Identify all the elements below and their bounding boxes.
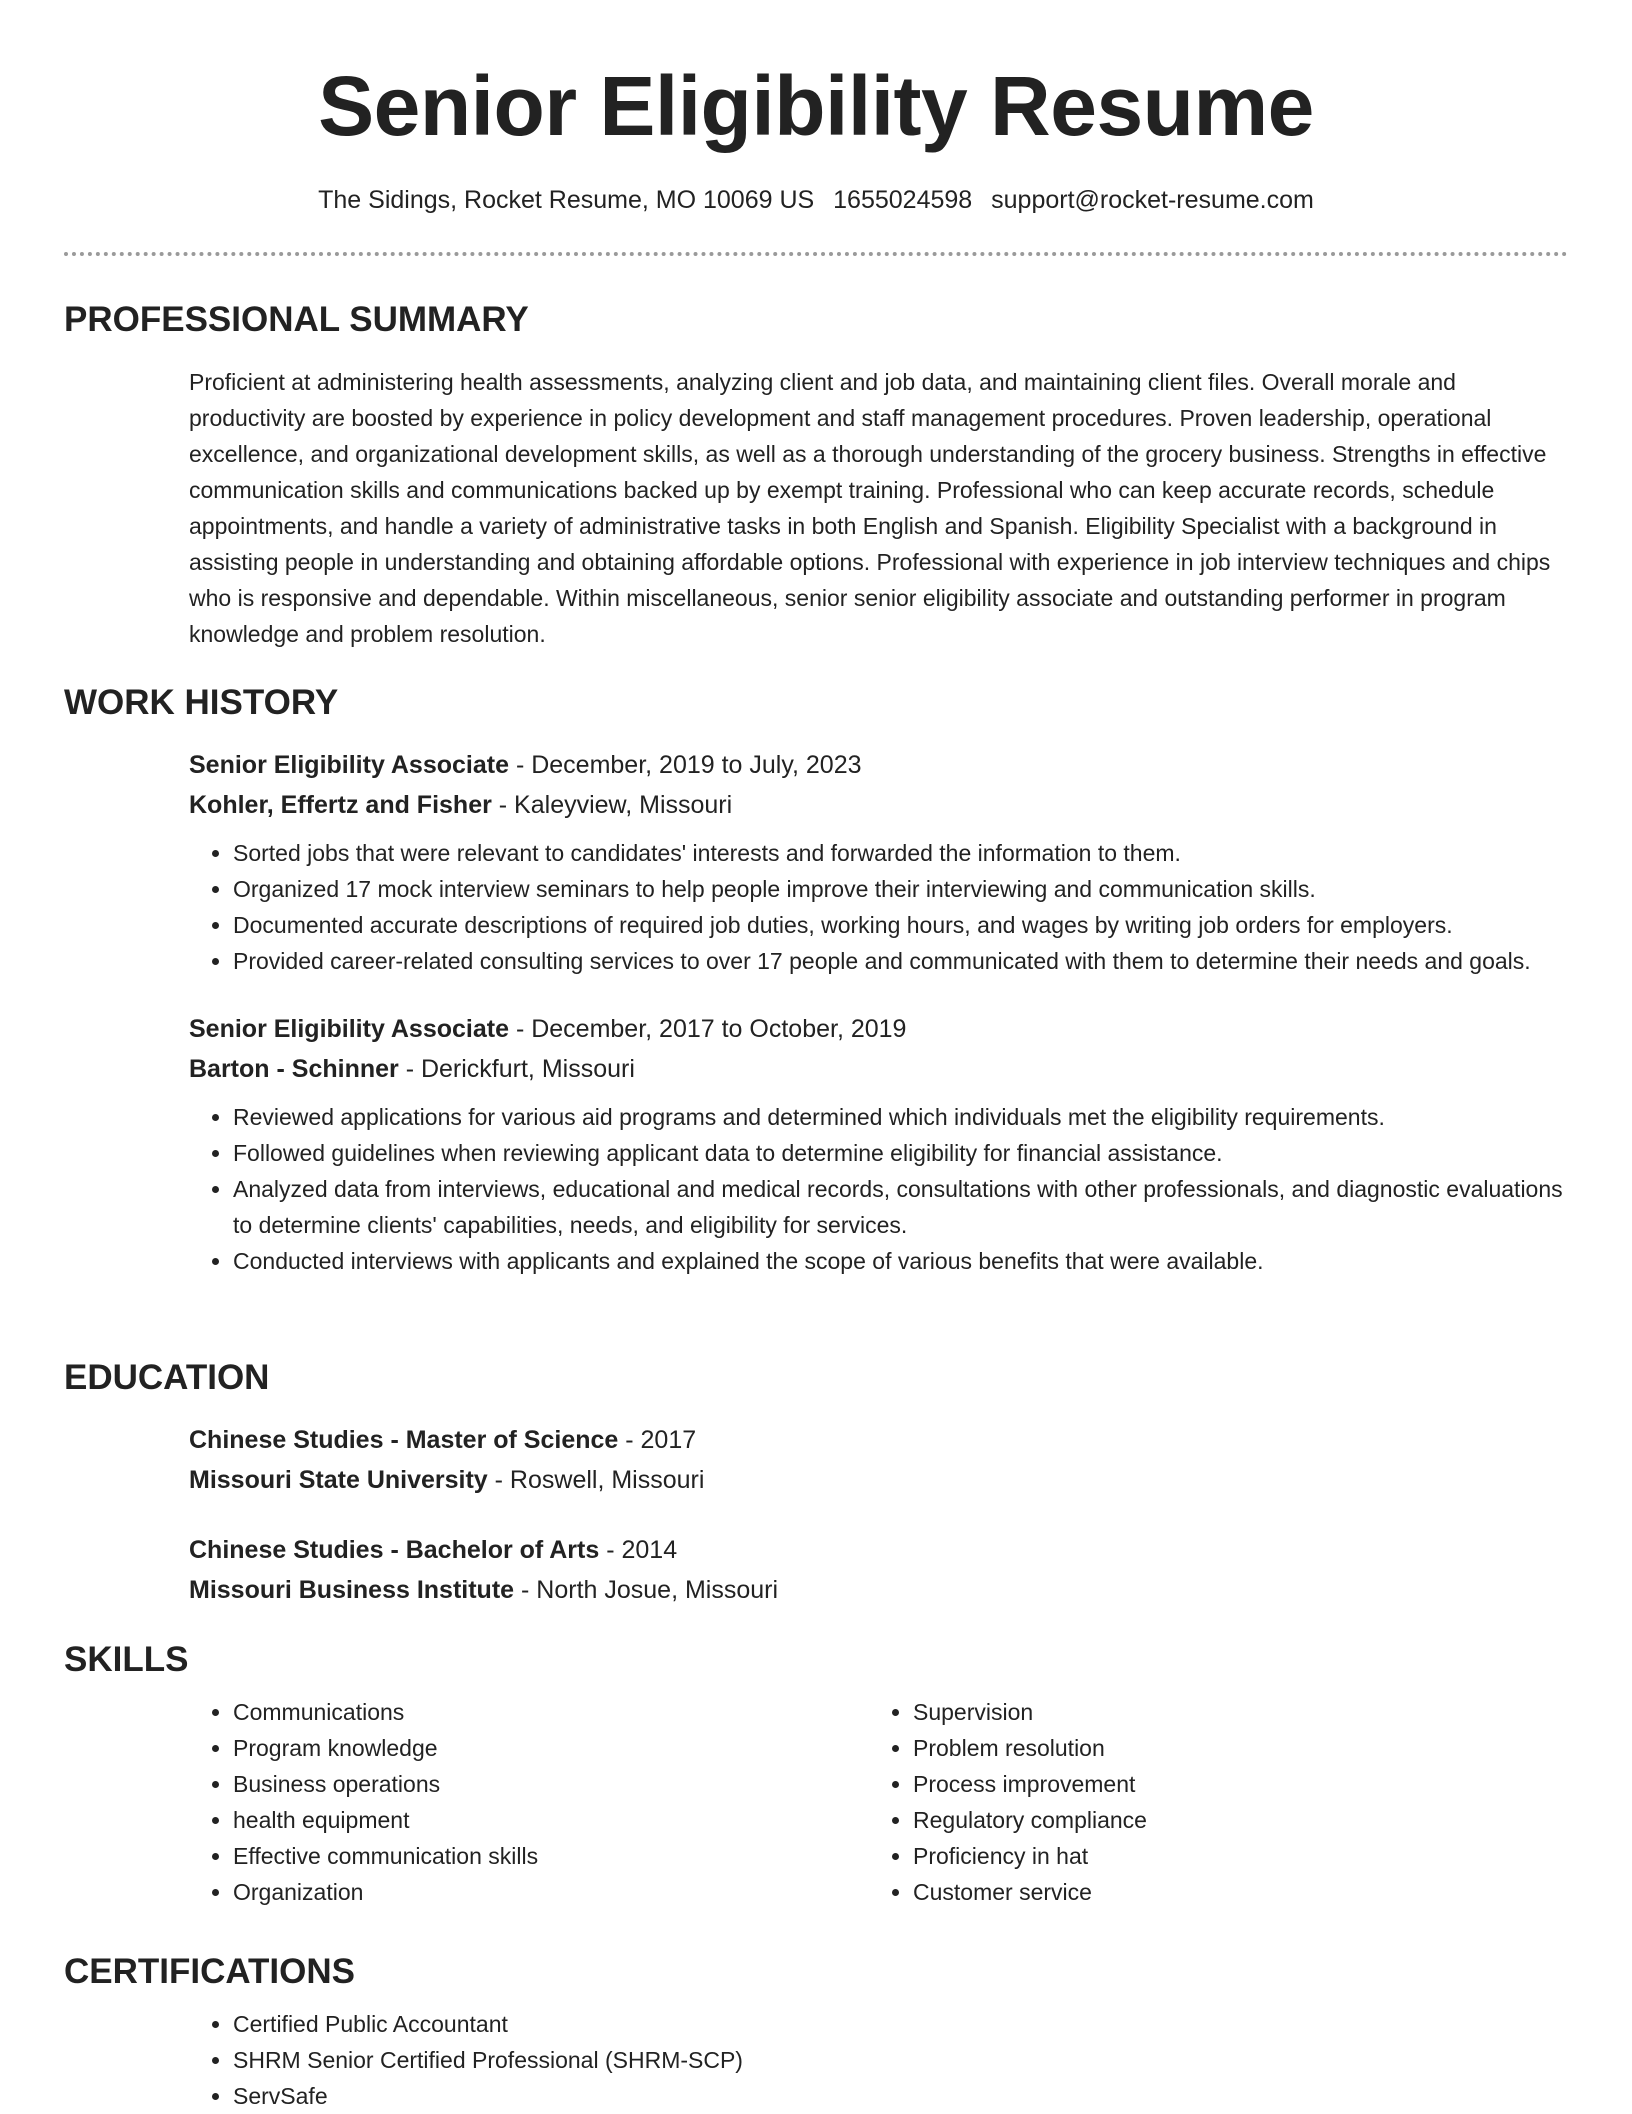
job-entry xyxy=(189,1009,1568,1279)
job-title-line xyxy=(189,1009,1568,1049)
skill-item: • Customer service xyxy=(913,1874,1549,1910)
education-entry xyxy=(189,1420,1568,1500)
work-section xyxy=(64,681,1568,1279)
contact-email[interactable]: support@rocket-resume.com xyxy=(991,186,1314,214)
job-location: - Kaleyview, Missouri xyxy=(491,791,733,819)
education-year: - 2014 xyxy=(599,1536,678,1564)
skill-item: • Problem resolution xyxy=(913,1730,1549,1766)
job-location: - Derickfurt, Missouri xyxy=(398,1055,635,1083)
education-location: - North Josue, Missouri xyxy=(514,1576,779,1604)
education-school: Missouri Business Institute xyxy=(189,1576,515,1604)
list-item: • Conducted interviews with applicants and explained the scope of various benefits that were available. xyxy=(233,1243,1568,1279)
resume-title: Senior Eligibility Resume xyxy=(318,59,1314,153)
job-company-line xyxy=(189,785,1568,825)
education-degree-line xyxy=(189,1420,1568,1460)
list-item: • Organized 17 mock interview seminars to help people improve their interviewing and communication skills. xyxy=(233,871,1568,907)
education-heading: EDUCATION xyxy=(64,1358,270,1397)
skills-column-right xyxy=(869,1694,1549,1910)
skills-list-right xyxy=(869,1694,1549,1910)
education-school-line xyxy=(189,1570,1568,1610)
skills-list-left xyxy=(189,1694,869,1910)
skills-body xyxy=(189,1694,1568,1910)
skill-item: • Regulatory compliance xyxy=(913,1802,1549,1838)
education-degree: Chinese Studies - Bachelor of Arts xyxy=(189,1536,600,1564)
education-school: Missouri State University xyxy=(189,1466,488,1494)
skill-item: • Supervision xyxy=(913,1694,1549,1730)
contact-phone: 1655024598 xyxy=(833,186,973,214)
education-location: - Roswell, Missouri xyxy=(487,1466,705,1494)
list-item: • Documented accurate descriptions of required job duties, working hours, and wages by writing job orders for employers. xyxy=(233,907,1568,943)
certification-item: • Certified Public Accountant xyxy=(233,2006,1568,2042)
education-school-line xyxy=(189,1460,1568,1500)
resume-page xyxy=(64,0,1568,2109)
list-item: • Followed guidelines when reviewing applicant data to determine eligibility for financial assistance. xyxy=(233,1135,1568,1171)
certifications-list xyxy=(189,2006,1568,2114)
job-bullets xyxy=(189,1099,1568,1279)
job-company: Kohler, Effertz and Fisher xyxy=(189,791,492,819)
certification-item: • ServSafe xyxy=(233,2078,1568,2114)
work-heading: WORK HISTORY xyxy=(64,683,339,722)
education-entry xyxy=(189,1530,1568,1610)
job-title-line xyxy=(189,745,1568,785)
education-degree-line xyxy=(189,1530,1568,1570)
job-dates: - December, 2017 to October, 2019 xyxy=(509,1015,907,1043)
certifications-heading: CERTIFICATIONS xyxy=(64,1952,356,1991)
list-item: • Analyzed data from interviews, educational and medical records, consultations with other professionals, and diagnostic evaluations to determine clients' capabilities, needs, and eligibility for services. xyxy=(233,1171,1568,1243)
job-title: Senior Eligibility Associate xyxy=(189,751,509,779)
skill-item: • Business operations xyxy=(233,1766,869,1802)
skills-column-left xyxy=(189,1694,869,1910)
skill-item: • Process improvement xyxy=(913,1766,1549,1802)
education-year: - 2017 xyxy=(618,1426,697,1454)
certifications-section xyxy=(64,1950,1568,2114)
certification-item: • SHRM Senior Certified Professional (SHRM-SCP) xyxy=(233,2042,1568,2078)
skill-item: • Organization xyxy=(233,1874,869,1910)
skills-heading: SKILLS xyxy=(64,1640,189,1679)
skills-section xyxy=(64,1638,1568,1910)
summary-body xyxy=(189,364,1568,652)
job-company-line xyxy=(189,1049,1568,1089)
summary-section xyxy=(64,298,1568,652)
education-degree: Chinese Studies - Master of Science xyxy=(189,1426,619,1454)
job-bullets xyxy=(189,835,1568,979)
contact-address: The Sidings, Rocket Resume, MO 10069 US xyxy=(318,186,815,214)
skill-item: • Communications xyxy=(233,1694,869,1730)
certifications-body xyxy=(189,2006,1568,2114)
skill-item: • health equipment xyxy=(233,1802,869,1838)
skills-grid xyxy=(189,1694,1568,1910)
summary-text: Proficient at administering health assessments, analyzing client and job data, and maintaining client files. Overall morale and productivity are boosted by experience in policy development and staff management procedures. Proven leadership, operational excellence, and organizational development skills, as well as a thorough understanding of the grocery business. Strengths in effective communication skills and communications backed up by exempt training. Professional who can keep accurate records, schedule appointments, and handle a variety of administrative tasks in both English and Spanish. Eligibility Specialist with a background in assisting people in understanding and obtaining affordable options. Professional with experience in job interview techniques and chips who is responsive and dependable. Within miscellaneous, senior senior eligibility associate and outstanding performer in program knowledge and problem resolution. xyxy=(189,369,1551,647)
list-item: • Provided career-related consulting services to over 17 people and communicated with them to determine their needs and goals. xyxy=(233,943,1568,979)
list-item: • Sorted jobs that were relevant to candidates' interests and forwarded the information to them. xyxy=(233,835,1568,871)
summary-heading: PROFESSIONAL SUMMARY xyxy=(64,300,529,339)
skill-item: • Effective communication skills xyxy=(233,1838,869,1874)
header-divider xyxy=(64,252,1568,256)
education-section xyxy=(64,1356,1568,1610)
job-title: Senior Eligibility Associate xyxy=(189,1015,509,1043)
job-entry xyxy=(189,745,1568,979)
list-item: • Reviewed applications for various aid programs and determined which individuals met the eligibility requirements. xyxy=(233,1099,1568,1135)
skill-item: • Program knowledge xyxy=(233,1730,869,1766)
job-company: Barton - Schinner xyxy=(189,1055,399,1083)
job-dates: - December, 2019 to July, 2023 xyxy=(509,751,862,779)
skill-item: • Proficiency in hat xyxy=(913,1838,1549,1874)
contact-line xyxy=(64,184,1568,216)
